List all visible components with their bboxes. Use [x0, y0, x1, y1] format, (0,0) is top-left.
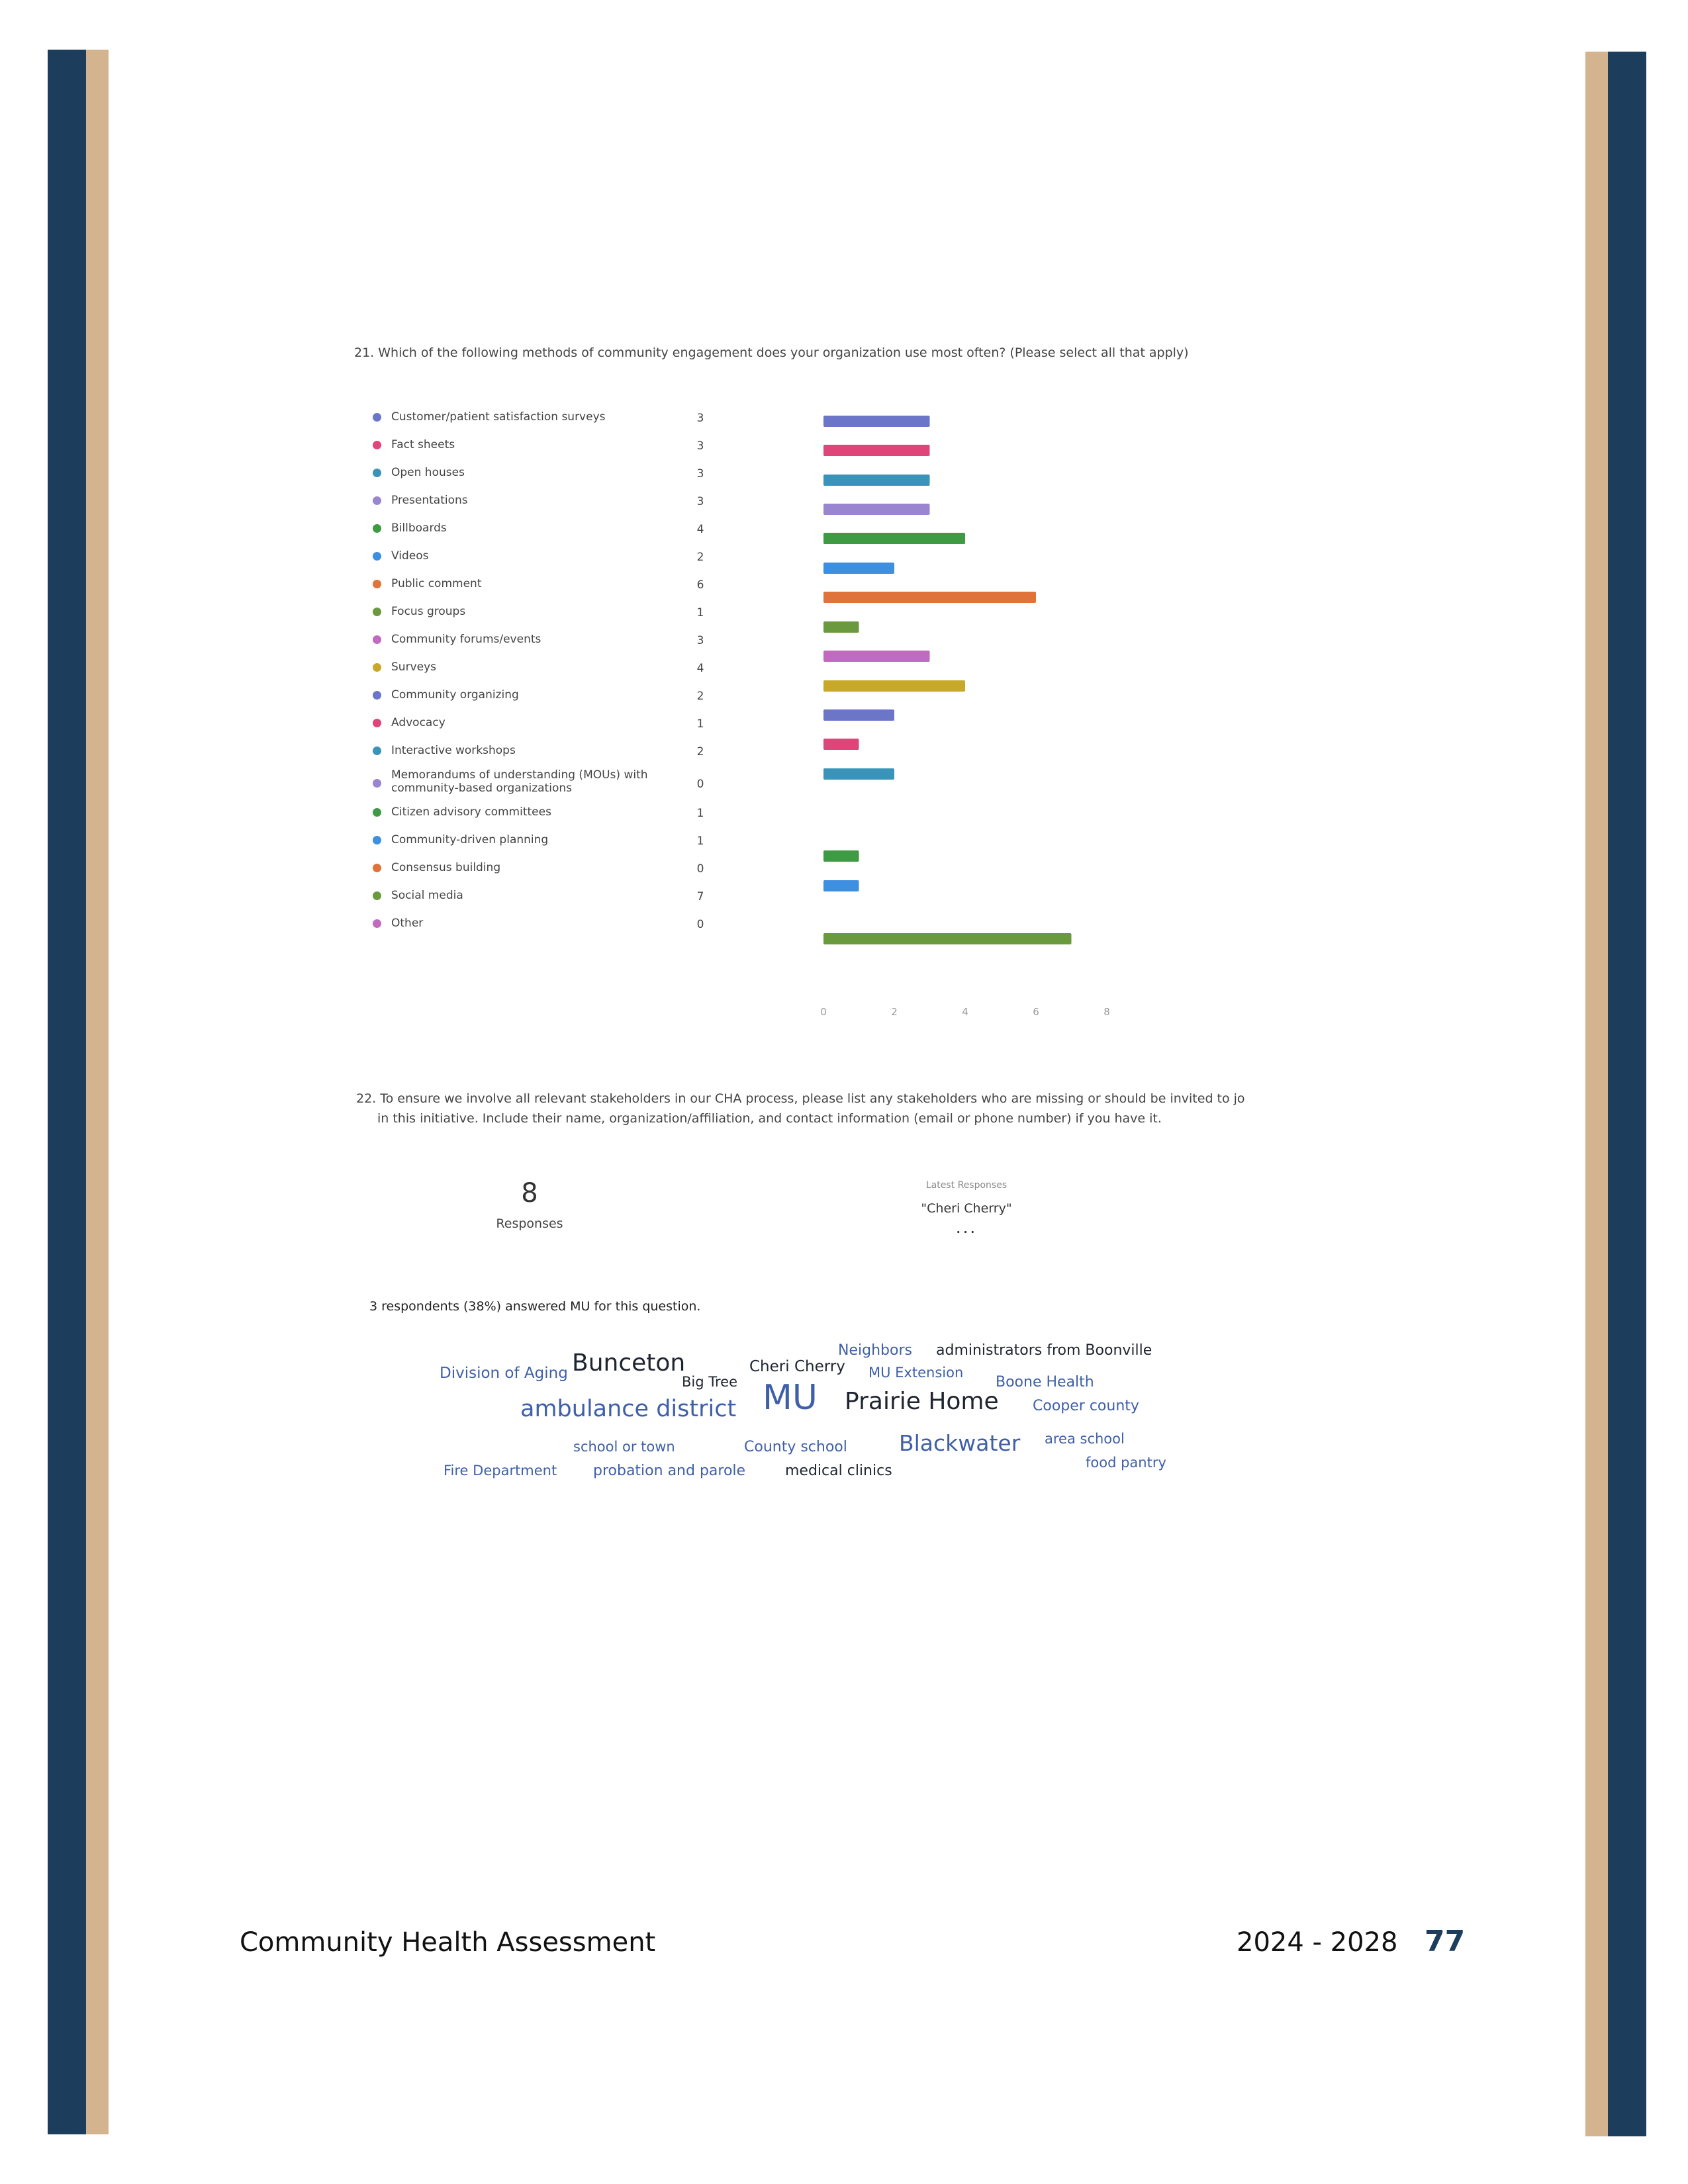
- legend-label: Billboards: [391, 522, 447, 535]
- legend-count: 4: [696, 523, 704, 536]
- legend-count: 2: [696, 551, 704, 564]
- right-tan-stripe: [1585, 52, 1608, 2136]
- chart-bar: [823, 533, 965, 544]
- legend-label: Presentations: [391, 494, 468, 507]
- word-cloud-term: Bunceton: [572, 1349, 686, 1377]
- legend-label: Social media: [391, 889, 463, 902]
- word-cloud-term: MU: [763, 1378, 818, 1418]
- legend-label: Public comment: [391, 577, 482, 590]
- word-cloud-term: Fire Department: [444, 1463, 557, 1479]
- word-cloud-term: County school: [744, 1439, 847, 1455]
- chart-bar: [823, 933, 1072, 944]
- legend-dot-icon: [373, 836, 381, 844]
- chart-bar: [823, 445, 930, 456]
- chart-bar: [823, 621, 859, 633]
- legend-label: Focus groups: [391, 605, 466, 618]
- legend-count: 1: [696, 835, 704, 848]
- x-tick-label: 2: [891, 1006, 898, 1018]
- word-cloud-term: food pantry: [1086, 1455, 1166, 1471]
- legend-dot-icon: [373, 779, 381, 788]
- chart-bar: [823, 709, 894, 721]
- legend-label: Community organizing: [391, 688, 519, 702]
- legend-dot-icon: [373, 413, 381, 422]
- legend-dot-icon: [373, 635, 381, 644]
- legend-count: 3: [696, 412, 704, 425]
- word-cloud-term: ambulance district: [520, 1396, 737, 1422]
- legend-count: 7: [696, 890, 704, 903]
- legend-label: Interactive workshops: [391, 744, 516, 757]
- word-cloud-term: Blackwater: [899, 1430, 1021, 1456]
- legend-dot-icon: [373, 580, 381, 588]
- legend-label: Community forums/events: [391, 633, 541, 646]
- legend-count: 3: [696, 439, 704, 453]
- legend-dot-icon: [373, 469, 381, 477]
- word-cloud-term: Boone Health: [996, 1374, 1094, 1390]
- legend-dot-icon: [373, 719, 381, 727]
- chart-bar: [823, 475, 930, 486]
- legend-label: Other: [391, 917, 424, 930]
- word-cloud-term: probation and parole: [593, 1463, 746, 1479]
- left-navy-stripe: [48, 50, 86, 2134]
- chart-bar: [823, 768, 894, 780]
- chart-bar: [823, 739, 859, 750]
- chart-bar: [823, 592, 1036, 603]
- word-cloud-term: administrators from Boonville: [936, 1342, 1152, 1359]
- legend-count: 0: [696, 778, 704, 791]
- legend-count: 1: [696, 807, 704, 820]
- word-cloud-term: Prairie Home: [845, 1388, 999, 1415]
- legend-count: 3: [696, 467, 704, 480]
- x-tick-label: 6: [1033, 1006, 1039, 1018]
- legend-count: 2: [696, 690, 704, 703]
- bar-chart-svg: [821, 410, 1165, 1026]
- chart-bar: [823, 504, 930, 515]
- question-22-title: [356, 1089, 1296, 1128]
- legend-label: Surveys: [391, 660, 436, 674]
- legend-dot-icon: [373, 864, 381, 872]
- legend-label: Advocacy: [391, 716, 445, 729]
- engagement-bar-chart: [821, 410, 1165, 1026]
- legend-label: Open houses: [391, 466, 465, 479]
- chart-bar: [823, 416, 930, 427]
- chart-bar: [823, 880, 859, 891]
- word-cloud-term: Division of Aging: [440, 1365, 568, 1382]
- legend-count: 0: [696, 862, 704, 876]
- footer-years: 2024 - 2028: [1237, 1927, 1398, 1958]
- x-tick-label: 4: [962, 1006, 968, 1018]
- word-cloud-term: MU Extension: [868, 1365, 964, 1381]
- legend-count: 3: [696, 495, 704, 508]
- response-count-label: Responses: [496, 1216, 563, 1231]
- x-tick-label: 0: [820, 1006, 827, 1018]
- question-22-line-1: 22. To ensure we involve all relevant stakeholders in our CHA process, please list any stakeholders who are missing or should be invited to jo: [356, 1091, 1245, 1106]
- word-cloud-term: Cooper county: [1033, 1398, 1139, 1414]
- footer-title: Community Health Assessment: [240, 1927, 656, 1958]
- chart-bar: [823, 850, 859, 862]
- latest-responses-label: Latest Responses: [925, 1180, 1008, 1191]
- legend-count: 6: [696, 578, 704, 592]
- page-number: 77: [1425, 1925, 1466, 1958]
- legend-label: Consensus building: [391, 861, 501, 874]
- word-cloud-term: area school: [1045, 1431, 1125, 1447]
- legend-dot-icon: [373, 919, 381, 928]
- legend-dot-icon: [373, 747, 381, 755]
- right-navy-stripe: [1608, 52, 1646, 2136]
- word-cloud-term: Cheri Cherry: [749, 1358, 845, 1375]
- legend-dot-icon: [373, 496, 381, 505]
- left-tan-stripe: [86, 50, 109, 2134]
- legend-label: Customer/patient satisfaction surveys: [391, 410, 606, 424]
- legend-count: 1: [696, 606, 704, 619]
- question-21-title: 21. Which of the following methods of community engagement does your organization use most often? (Please select all that apply): [354, 345, 1189, 360]
- legend-dot-icon: [373, 552, 381, 561]
- chart-bar: [823, 680, 965, 692]
- legend-label: Videos: [391, 549, 429, 563]
- word-cloud-term: Neighbors: [838, 1342, 912, 1359]
- response-count: 8: [521, 1178, 538, 1208]
- legend-count: 1: [696, 717, 704, 731]
- legend-dot-icon: [373, 691, 381, 700]
- mu-respondents-note: 3 respondents (38%) answered MU for this question.: [369, 1299, 701, 1314]
- legend-dot-icon: [373, 608, 381, 616]
- more-responses-indicator[interactable]: ...: [955, 1216, 978, 1237]
- x-tick-label: 8: [1103, 1006, 1110, 1018]
- legend-count: 0: [696, 918, 704, 931]
- latest-response-quote: "Cheri Cherry": [921, 1201, 1012, 1216]
- question-22-line-2: in this initiative. Include their name, organization/affiliation, and contact information (email or phone number) if you have it.: [377, 1111, 1162, 1126]
- legend-dot-icon: [373, 441, 381, 449]
- legend-label: Citizen advisory committees: [391, 805, 551, 819]
- legend-dot-icon: [373, 524, 381, 533]
- word-cloud-term: medical clinics: [785, 1463, 892, 1479]
- chart-bar: [823, 651, 930, 662]
- legend-dot-icon: [373, 663, 381, 672]
- legend-count: 4: [696, 662, 704, 675]
- legend-dot-icon: [373, 891, 381, 900]
- legend-count: 3: [696, 634, 704, 647]
- legend-label: Community-driven planning: [391, 833, 549, 846]
- word-cloud-term: Big Tree: [682, 1374, 737, 1390]
- legend-dot-icon: [373, 808, 381, 817]
- chart-bar: [823, 563, 894, 574]
- legend-count: 2: [696, 745, 704, 758]
- legend-label: Fact sheets: [391, 438, 455, 451]
- legend-label: Memorandums of understanding (MOUs) with community-based organizations: [391, 768, 648, 795]
- word-cloud-term: school or town: [573, 1439, 675, 1455]
